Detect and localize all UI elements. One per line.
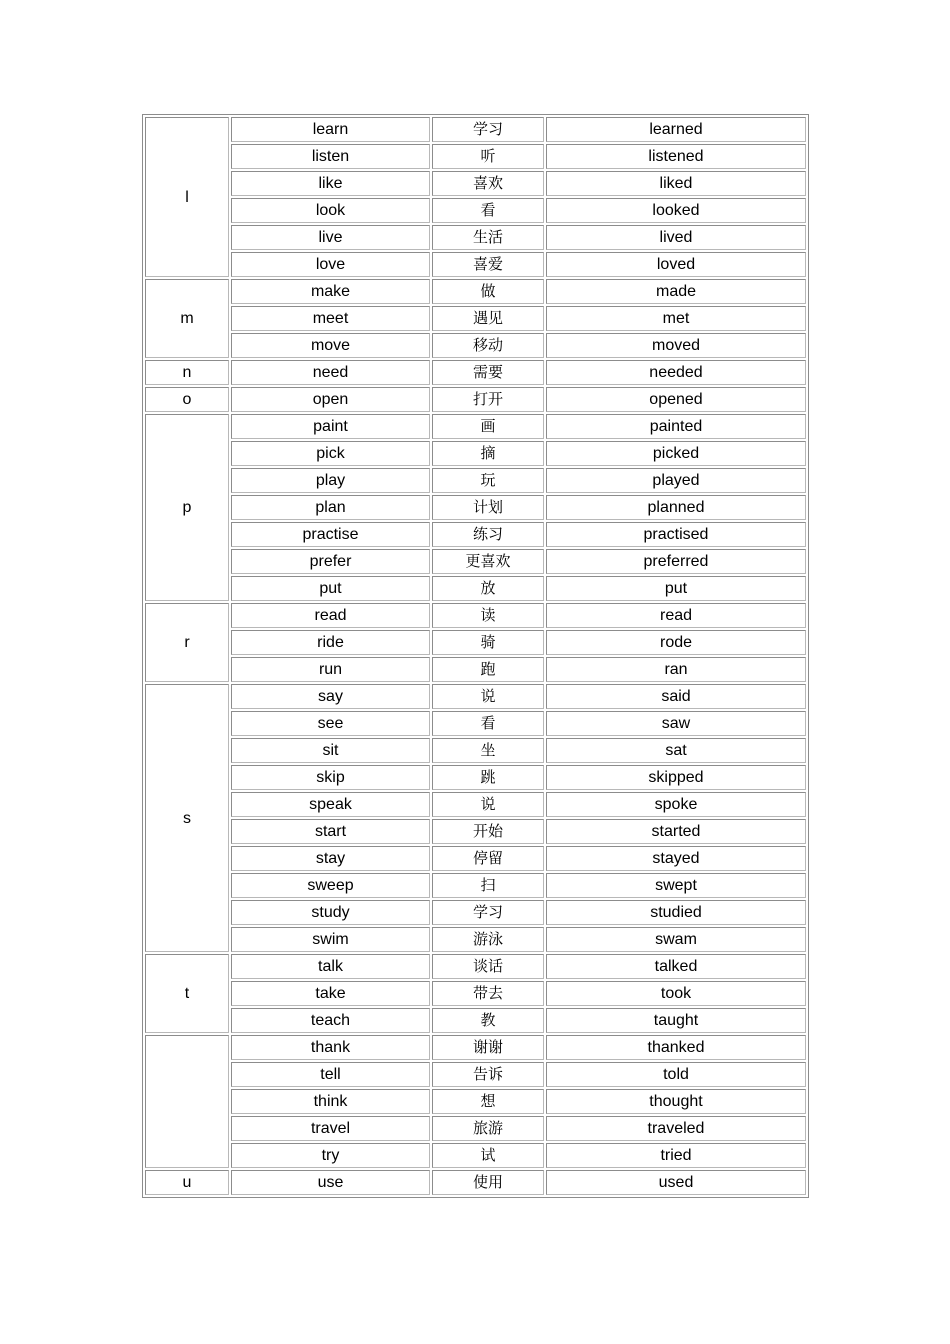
table-row	[145, 144, 806, 169]
verb-cell: take	[231, 981, 430, 1006]
letter-cell: u	[145, 1170, 229, 1195]
table-row	[145, 657, 806, 682]
letter-cell: n	[145, 360, 229, 385]
past-tense-cell: listened	[546, 144, 806, 169]
past-tense-cell: liked	[546, 171, 806, 196]
meaning-cell: 需要	[432, 360, 544, 385]
verb-cell: make	[231, 279, 430, 304]
past-tense-cell: rode	[546, 630, 806, 655]
table-row	[145, 1035, 806, 1060]
table-row	[145, 225, 806, 250]
verb-cell: put	[231, 576, 430, 601]
verb-cell: prefer	[231, 549, 430, 574]
verb-cell: teach	[231, 1008, 430, 1033]
verb-cell: move	[231, 333, 430, 358]
table-row	[145, 279, 806, 304]
meaning-cell: 旅游	[432, 1116, 544, 1141]
meaning-cell: 扫	[432, 873, 544, 898]
meaning-cell: 摘	[432, 441, 544, 466]
past-tense-cell: painted	[546, 414, 806, 439]
past-tense-cell: played	[546, 468, 806, 493]
past-tense-cell: sat	[546, 738, 806, 763]
table-row	[145, 1062, 806, 1087]
table-row	[145, 630, 806, 655]
table-row	[145, 1116, 806, 1141]
meaning-cell: 听	[432, 144, 544, 169]
table-row	[145, 1170, 806, 1195]
table-row	[145, 171, 806, 196]
past-tense-cell: told	[546, 1062, 806, 1087]
past-tense-cell: put	[546, 576, 806, 601]
meaning-cell: 看	[432, 711, 544, 736]
meaning-cell: 教	[432, 1008, 544, 1033]
verb-cell: read	[231, 603, 430, 628]
table-row	[145, 954, 806, 979]
meaning-cell: 练习	[432, 522, 544, 547]
verb-past-tense-table	[142, 114, 809, 1198]
verb-cell: sit	[231, 738, 430, 763]
verb-cell: think	[231, 1089, 430, 1114]
past-tense-cell: talked	[546, 954, 806, 979]
meaning-cell: 打开	[432, 387, 544, 412]
table-row	[145, 576, 806, 601]
letter-cell: m	[145, 279, 229, 358]
verb-cell: play	[231, 468, 430, 493]
past-tense-cell: opened	[546, 387, 806, 412]
past-tense-cell: loved	[546, 252, 806, 277]
past-tense-cell: tried	[546, 1143, 806, 1168]
past-tense-cell: used	[546, 1170, 806, 1195]
meaning-cell: 遇见	[432, 306, 544, 331]
meaning-cell: 看	[432, 198, 544, 223]
table-row	[145, 603, 806, 628]
verb-cell: like	[231, 171, 430, 196]
meaning-cell: 骑	[432, 630, 544, 655]
verb-cell: speak	[231, 792, 430, 817]
verb-cell: say	[231, 684, 430, 709]
verb-table-body	[145, 117, 806, 1195]
meaning-cell: 读	[432, 603, 544, 628]
verb-cell: paint	[231, 414, 430, 439]
past-tense-cell: preferred	[546, 549, 806, 574]
meaning-cell: 坐	[432, 738, 544, 763]
table-row	[145, 819, 806, 844]
meaning-cell: 谈话	[432, 954, 544, 979]
past-tense-cell: read	[546, 603, 806, 628]
past-tense-cell: studied	[546, 900, 806, 925]
meaning-cell: 移动	[432, 333, 544, 358]
letter-cell: s	[145, 684, 229, 952]
letter-cell	[145, 1035, 229, 1168]
table-row	[145, 846, 806, 871]
past-tense-cell: swept	[546, 873, 806, 898]
letter-cell: l	[145, 117, 229, 277]
table-row	[145, 333, 806, 358]
table-row	[145, 522, 806, 547]
meaning-cell: 喜欢	[432, 171, 544, 196]
letter-cell: r	[145, 603, 229, 682]
meaning-cell: 学习	[432, 900, 544, 925]
past-tense-cell: took	[546, 981, 806, 1006]
verb-cell: ride	[231, 630, 430, 655]
past-tense-cell: ran	[546, 657, 806, 682]
meaning-cell: 做	[432, 279, 544, 304]
table-row	[145, 117, 806, 142]
past-tense-cell: lived	[546, 225, 806, 250]
past-tense-cell: saw	[546, 711, 806, 736]
verb-cell: need	[231, 360, 430, 385]
verb-cell: look	[231, 198, 430, 223]
meaning-cell: 想	[432, 1089, 544, 1114]
verb-cell: meet	[231, 306, 430, 331]
past-tense-cell: said	[546, 684, 806, 709]
table-row	[145, 738, 806, 763]
table-row	[145, 198, 806, 223]
verb-cell: practise	[231, 522, 430, 547]
meaning-cell: 生活	[432, 225, 544, 250]
verb-cell: swim	[231, 927, 430, 952]
past-tense-cell: thanked	[546, 1035, 806, 1060]
meaning-cell: 谢谢	[432, 1035, 544, 1060]
verb-cell: see	[231, 711, 430, 736]
meaning-cell: 说	[432, 684, 544, 709]
table-row	[145, 711, 806, 736]
verb-cell: thank	[231, 1035, 430, 1060]
verb-cell: stay	[231, 846, 430, 871]
meaning-cell: 放	[432, 576, 544, 601]
past-tense-cell: thought	[546, 1089, 806, 1114]
meaning-cell: 跑	[432, 657, 544, 682]
verb-cell: plan	[231, 495, 430, 520]
letter-cell: p	[145, 414, 229, 601]
verb-cell: study	[231, 900, 430, 925]
past-tense-cell: made	[546, 279, 806, 304]
meaning-cell: 开始	[432, 819, 544, 844]
past-tense-cell: planned	[546, 495, 806, 520]
table-row	[145, 927, 806, 952]
verb-cell: sweep	[231, 873, 430, 898]
table-row	[145, 549, 806, 574]
meaning-cell: 更喜欢	[432, 549, 544, 574]
meaning-cell: 学习	[432, 117, 544, 142]
verb-cell: skip	[231, 765, 430, 790]
verb-cell: pick	[231, 441, 430, 466]
verb-cell: open	[231, 387, 430, 412]
table-row	[145, 252, 806, 277]
past-tense-cell: swam	[546, 927, 806, 952]
table-row	[145, 468, 806, 493]
past-tense-cell: needed	[546, 360, 806, 385]
table-row	[145, 792, 806, 817]
meaning-cell: 停留	[432, 846, 544, 871]
table-row	[145, 414, 806, 439]
letter-cell: o	[145, 387, 229, 412]
verb-cell: learn	[231, 117, 430, 142]
table-row	[145, 1143, 806, 1168]
table-row	[145, 1089, 806, 1114]
table-row	[145, 360, 806, 385]
verb-cell: use	[231, 1170, 430, 1195]
meaning-cell: 说	[432, 792, 544, 817]
past-tense-cell: started	[546, 819, 806, 844]
verb-cell: try	[231, 1143, 430, 1168]
past-tense-cell: taught	[546, 1008, 806, 1033]
meaning-cell: 玩	[432, 468, 544, 493]
verb-cell: travel	[231, 1116, 430, 1141]
verb-cell: tell	[231, 1062, 430, 1087]
meaning-cell: 画	[432, 414, 544, 439]
verb-cell: talk	[231, 954, 430, 979]
past-tense-cell: looked	[546, 198, 806, 223]
meaning-cell: 跳	[432, 765, 544, 790]
meaning-cell: 告诉	[432, 1062, 544, 1087]
table-row	[145, 441, 806, 466]
past-tense-cell: spoke	[546, 792, 806, 817]
table-row	[145, 981, 806, 1006]
past-tense-cell: picked	[546, 441, 806, 466]
meaning-cell: 使用	[432, 1170, 544, 1195]
table-row	[145, 306, 806, 331]
past-tense-cell: practised	[546, 522, 806, 547]
past-tense-cell: skipped	[546, 765, 806, 790]
table-row	[145, 873, 806, 898]
verb-cell: run	[231, 657, 430, 682]
meaning-cell: 喜爱	[432, 252, 544, 277]
table-row	[145, 387, 806, 412]
meaning-cell: 计划	[432, 495, 544, 520]
table-row	[145, 900, 806, 925]
table-row	[145, 765, 806, 790]
table-row	[145, 1008, 806, 1033]
meaning-cell: 试	[432, 1143, 544, 1168]
past-tense-cell: stayed	[546, 846, 806, 871]
meaning-cell: 带去	[432, 981, 544, 1006]
verb-cell: love	[231, 252, 430, 277]
past-tense-cell: moved	[546, 333, 806, 358]
verb-cell: live	[231, 225, 430, 250]
meaning-cell: 游泳	[432, 927, 544, 952]
verb-cell: listen	[231, 144, 430, 169]
past-tense-cell: learned	[546, 117, 806, 142]
verb-cell: start	[231, 819, 430, 844]
past-tense-cell: met	[546, 306, 806, 331]
table-row	[145, 684, 806, 709]
letter-cell: t	[145, 954, 229, 1033]
table-row	[145, 495, 806, 520]
past-tense-cell: traveled	[546, 1116, 806, 1141]
